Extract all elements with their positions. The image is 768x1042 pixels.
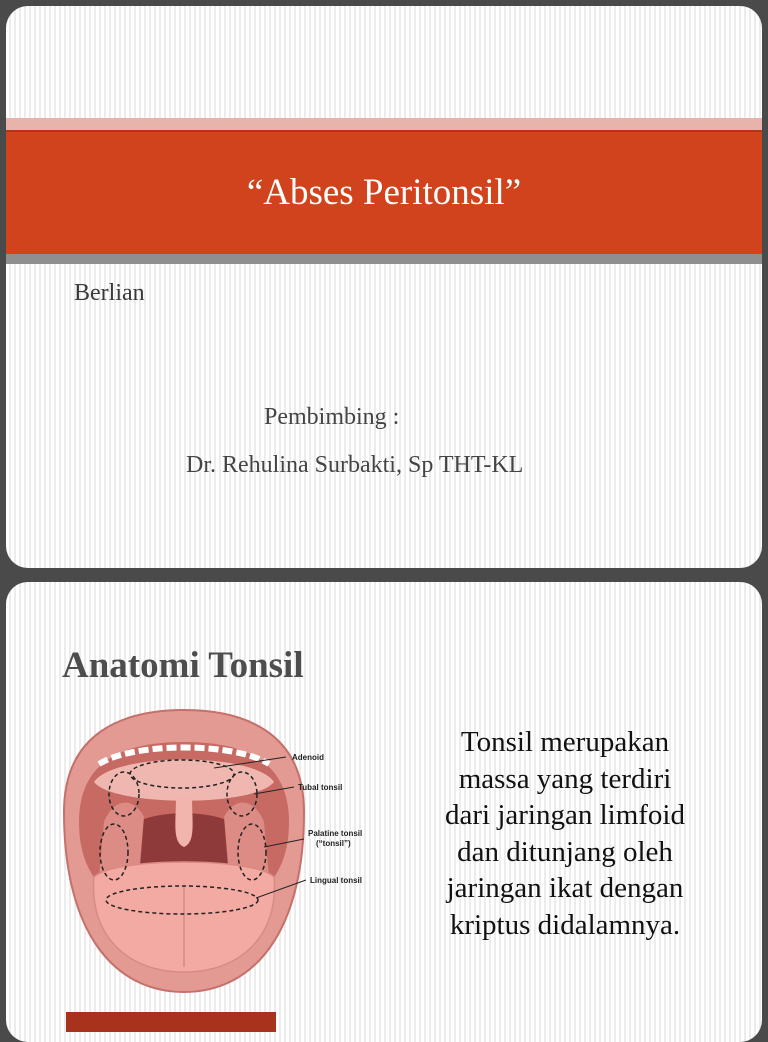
title-band-edge: [6, 130, 762, 132]
slide-body-text: [410, 724, 720, 943]
body-line: jaringan ikat dengan: [446, 872, 684, 904]
body-line: Tonsil merupakan: [460, 726, 670, 758]
footer-accent-bar: [66, 1012, 276, 1032]
label-adenoid: Adenoid: [292, 753, 324, 762]
title-band-top: [6, 118, 762, 130]
anatomy-slide: [6, 582, 762, 1042]
label-palatine-tonsil: Palatine tonsil: [308, 829, 363, 838]
title-band-bottom: [6, 254, 762, 264]
author-name: Berlian: [74, 280, 145, 306]
body-line: kriptus didalamnya.: [449, 908, 681, 941]
supervisor-name: Dr. Rehulina Surbakti, Sp THT-KL: [186, 452, 524, 478]
label-palatine-tonsil-alt: (“tonsil”): [316, 839, 351, 848]
supervisor-label: Pembimbing :: [264, 404, 400, 430]
body-line: dari jaringan limfoid: [445, 799, 685, 831]
label-lingual-tonsil: Lingual tonsil: [310, 876, 362, 885]
uvula: [175, 797, 192, 847]
label-tubal-tonsil: Tubal tonsil: [298, 783, 343, 792]
slide-heading: Anatomi Tonsil: [62, 645, 304, 686]
body-line: massa yang terdiri: [458, 762, 672, 795]
body-line: dan ditunjang oleh: [457, 835, 673, 868]
mouth-anatomy-diagram: [54, 702, 394, 1002]
slide-title: “Abses Peritonsil”: [246, 172, 522, 213]
title-slide: [6, 6, 762, 568]
